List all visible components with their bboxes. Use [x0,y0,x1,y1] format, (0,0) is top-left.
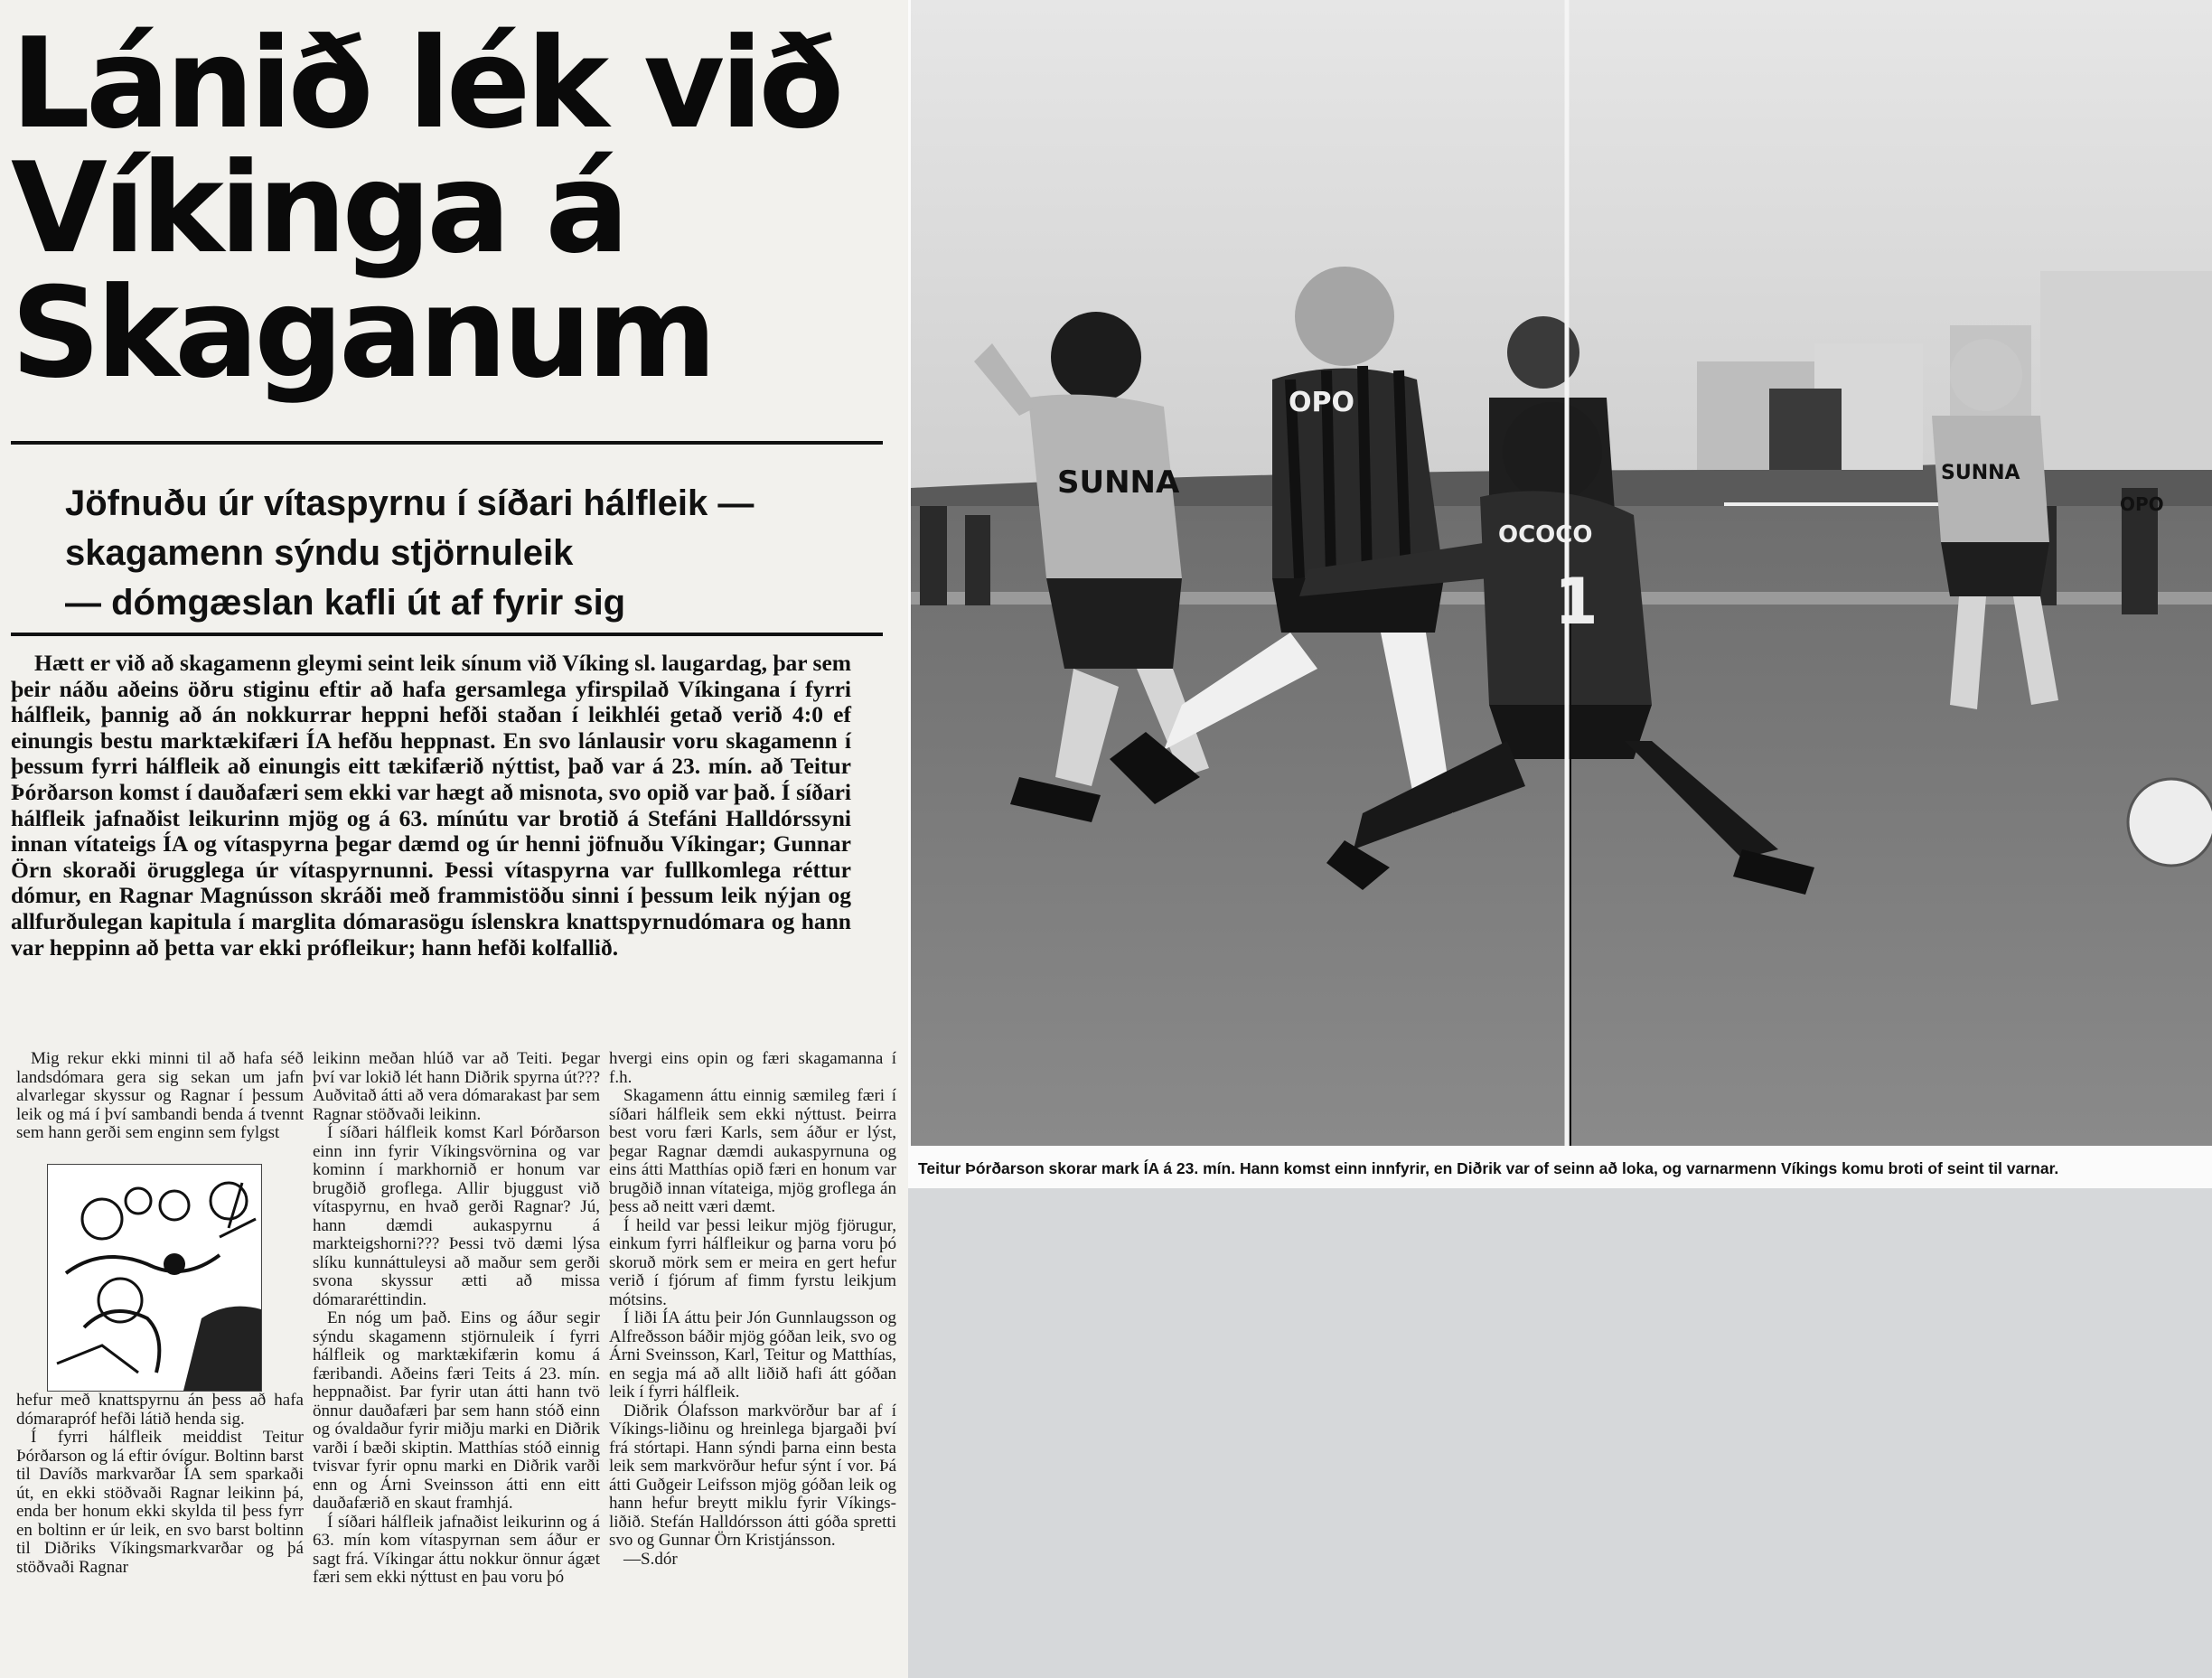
article-column-3 [609,1050,896,1569]
column-paragraph: Í síðari hálfleik komst Karl Þórðarson einn inn fyrir Víkingsvörnina og var kominn í markhornið er honum var brugðið groflega. Allir bjuggust við vítaspyrnu, en hvað gerði Ragnar? Jú, hann dæmdi aukaspyrnu á markteigshorni??? Þessi tvö dæmi lýsa slíku kunnáttuleysi að maður sem gerði svona skyssur ætti að missa dómararéttindin. [313,1123,600,1309]
page-background [908,1188,2212,1678]
headline-line-2: Víkinga á [11,136,625,281]
subheadline-line-3: — dómgæslan kafli út af fyrir sig [65,583,626,623]
divider-rule [11,441,883,445]
headline-line-3: Skaganum [11,260,713,406]
shirt-text: OPO [1289,387,1354,418]
column-paragraph: hvergi eins opin og færi skagamanna í f.h. [609,1049,896,1087]
article-lead: Hætt er við að skagamenn gleymi seint leik sínum við Víking sl. laugardag, þar sem þeir náðu aðeins öðru stiginu eftir að hafa gersamlega yfirspilað Víkingana í fyrri hálfleik, þannig að án nokkurrar heppni hefði staðan í leikhléi getað verið 4:0 ef einungis bestu marktækifæri ÍA hefðu heppnast. En svo lánlausir voru skagamenn í þessum fyrri hálfleik að einungis eitt tækifærið nýttist, það var á 23. mín. að Teitur Þórðarson komst í dauðafæri sem ekki var hægt að misnota, svo opið var það. Í síðari hálfleik jafnaðist leikurinn mjög og á 63. mínútu var brotið á Stefáni Halldórssyni innan vítateigs ÍA og vítaspyrna þegar dæmd og úr henni jöfnuðu Víkingar; Gunnar Örn skoraði örugglega úr vítaspyrnunni. Þessi vítaspyrna var fullkomlega réttur dómur, en Ragnar Magnússon skráði með frammistöðu sinni í þessum leik nýjan og allfurðulegan kapitula í marglita dómarasögu íslenskra knattspyrnudómara og hann var heppinn að þetta var ekki prófleikur; hann hefði kolfallið. [11,650,851,961]
shirt-text: SUNNA [1057,464,1180,501]
column-paragraph: hefur með knattspyrnu án þess að hafa dómarapróf hefði látið henda sig. [16,1391,304,1429]
ball-icon [2128,779,2212,866]
article-byline: —S.dór [623,1549,678,1569]
column-paragraph: Skagamenn áttu einnig sæmileg færi í síðari hálfleik sem ekki nýttust. Þeirra best voru færi Karls, sem áður er lýst, þegar Ragnar dæmdi aukaspyrnuna og eins átti Matthías opið færi en honum var brugðið innan vítateiga, mjög groflega án þess að neitt væri dæmt. [609,1086,896,1216]
column-paragraph: leikinn meðan hlúð var að Teiti. Þegar því var lokið lét hann Diðrik spyrna út??? Auðvitað átti að vera dómarakast þar sem Ragnar stöðvaði leikinn. [313,1049,600,1124]
column-paragraph: Í fyrri hálfleik meiddist Teitur Þórðarson og lá eftir óvígur. Boltinn barst til Davíðs markvarðar ÍA sem sparkaði út, en ekki stöðvaði Ragnar leikinn þá, enda ber honum ekki skylda til þess fyrr en boltinn er úr leik, en svo barst boltinn til Diðriks Víkingsmarkvarðar og þá stöðvaði Ragnar [16,1428,304,1577]
shirt-text: OPO [2120,493,2164,515]
match-photo [911,0,2212,1146]
cartoon-drawing [48,1165,261,1391]
column-paragraph: Diðrik Ólafsson markvörður bar af í Víkings-liðinu og hreinlega bjargaði því frá stórtapi. Hann sýndi þarna einn besta leik sem markvörður hefur sýnt í vor. Þá átti Guðgeir Leifsson mjög góðan leik og hann hefur breytt miklu fyrir Víkings-liðið. Stefán Halldórsson átti góða spretti svo og Gunnar Örn Kristjánsson. [609,1401,896,1550]
article-column-1 [16,1050,304,1143]
article-subheadline [65,479,896,628]
referee-cartoon [47,1164,262,1392]
column-paragraph: En nóg um það. Eins og áður segir sýndu skagamenn stjörnuleik í fyrri hálfleik og marktækifærin komu á færibandi. Aðeins færi Teits á 23. mín. heppnaðist. Þar fyrir utan átti hann tvö önnur dauðafæri þar sem hann stóð einn og óvaldaður fyrir miðju marki en Diðrik varði í bæði skiptin. Matthías stóð einnig tvisvar fyrir opnu marki en Diðrik varði enn og Árni Sveinsson átti enn eitt dauðafærið en skaut framhjá. [313,1308,600,1513]
column-paragraph: Í síðari hálfleik jafnaðist leikurinn og á 63. mín kom vítaspyrnan sem áður er sagt frá. Víkingar áttu nokkur önnur ágæt færi sem ekki nýttust en þau voru þó [313,1512,600,1587]
photo-caption: Teitur Þórðarson skorar mark ÍA á 23. mín. Hann komst einn innfyrir, en Diðrik var of seinn að loka, og varnarmenn Víkings komu broti of seint til varnar. [918,1159,2059,1177]
article-headline [11,11,905,406]
shirt-text: OCOCO [1498,521,1593,548]
column-paragraph: Í liði ÍA áttu þeir Jón Gunnlaugsson og Alfreðsson báðir mjög góðan leik, svo og Árni Sveinsson, Karl, Teitur og Matthías, en segja má að allt liðið hafi átt góðan leik í fyrri hálfleik. [609,1308,896,1401]
column-paragraph: Í heild var þessi leikur mjög fjörugur, einkum fyrri hálfleikur og þarna voru þó skoruð mörk sem er meira en gert hefur verið í fjórum af fimm fyrstu leikjum mótsins. [609,1215,896,1309]
column-paragraph: Mig rekur ekki minni til að hafa séð landsdómara gera sig sekan um jafn alvarlegar skyssur og Ragnar í þessum leik og má í því sambandi benda á tvennt sem hann gerði sem enginn sem fylgst [16,1049,304,1142]
divider-rule [11,633,883,636]
subheadline-line-1: Jöfnuðu úr vítaspyrnu í síðari hálfleik — [65,483,755,523]
article-column-1-continued [16,1392,304,1577]
shirt-text: SUNNA [1941,462,2020,484]
football-scene [911,0,2212,1146]
subheadline-line-2: skagamenn sýndu stjörnuleik [65,533,574,573]
headline-line-1: Lánið lék við [11,11,840,156]
shirt-text: 1 [1554,565,1598,639]
article-column-2 [313,1050,600,1588]
